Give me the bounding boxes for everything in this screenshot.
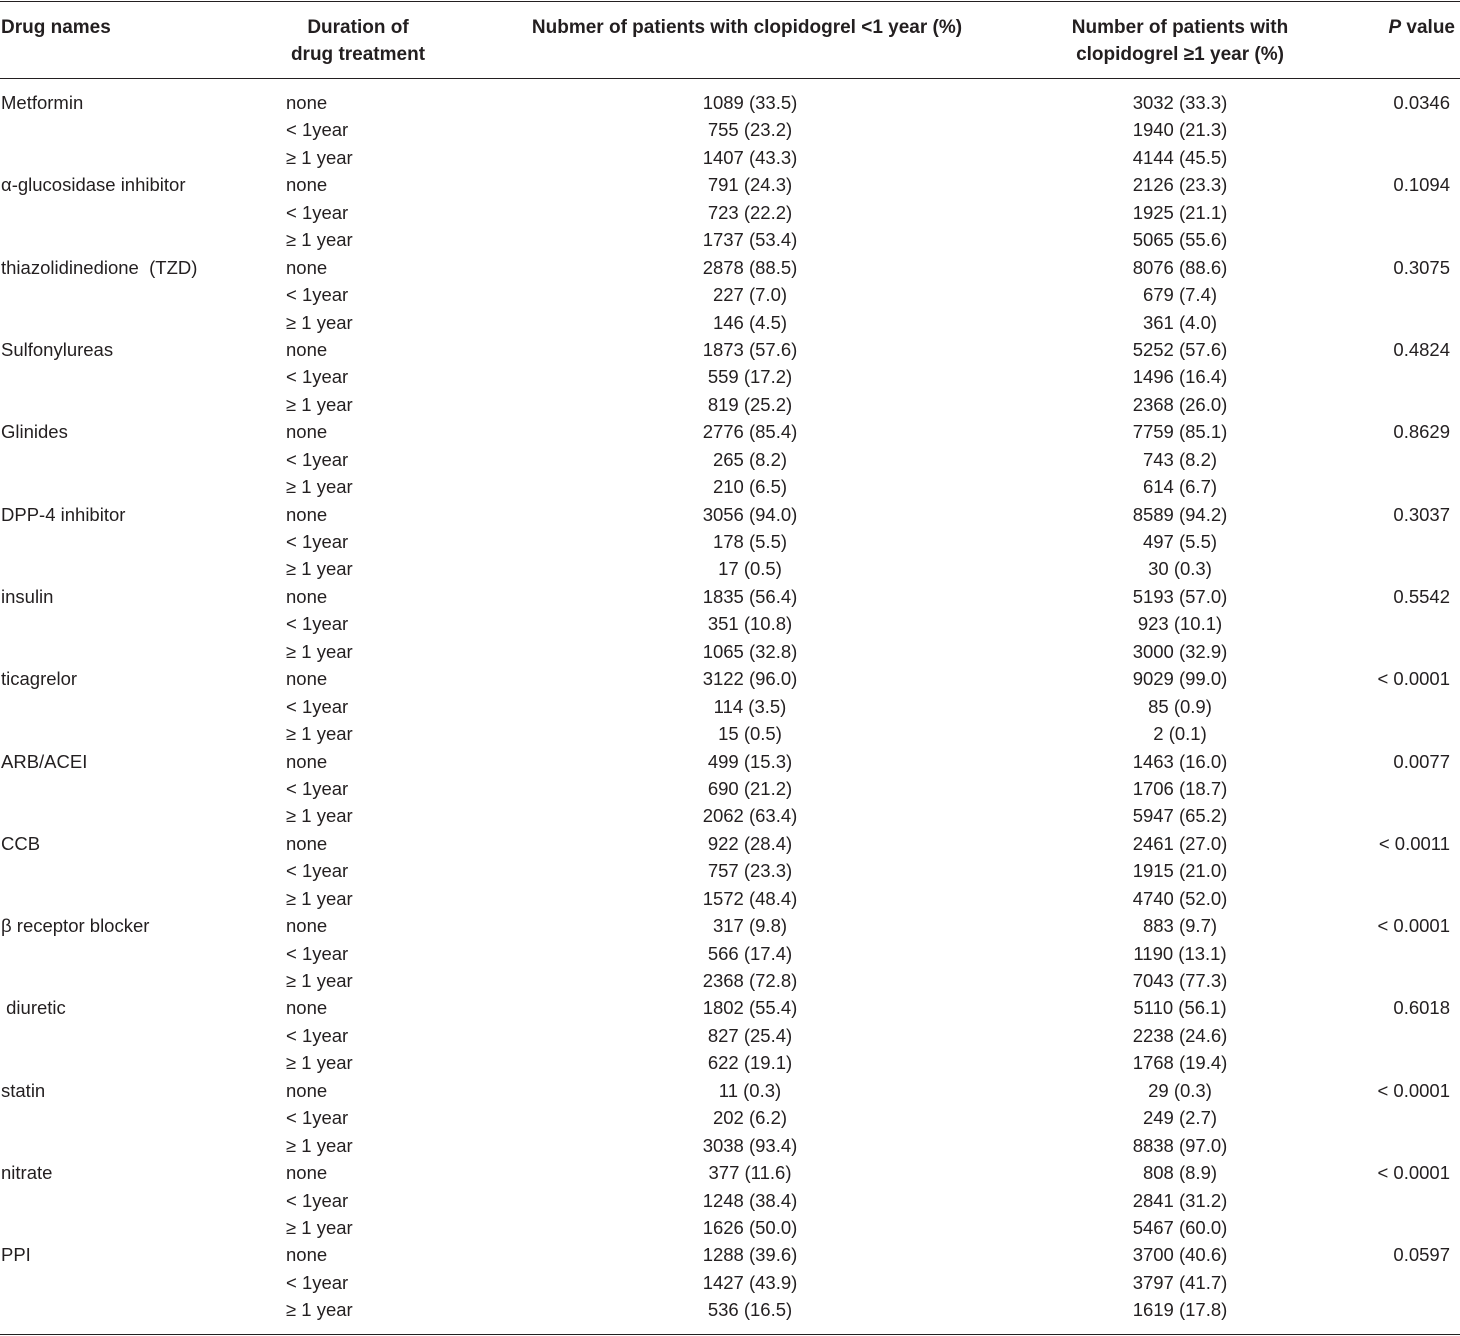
table-row [0, 830, 1460, 857]
drug-name-cell: thiazolidinedione (TZD) [1, 256, 198, 278]
clopidogrel-ge1-cell: 2126 (23.3) [1132, 174, 1228, 196]
clopidogrel-lt1-cell: 3122 (96.0) [702, 668, 798, 690]
clopidogrel-ge1-cell: 1706 (18.7) [1132, 777, 1228, 799]
drug-name-cell: statin [1, 1079, 46, 1101]
clopidogrel-ge1-cell: 1940 (21.3) [1132, 119, 1228, 141]
duration-cell: none [286, 750, 328, 772]
duration-cell: < 1year [286, 201, 349, 223]
header-duration-line2: drug treatment [290, 44, 426, 65]
clopidogrel-ge1-cell: 5467 (60.0) [1132, 1216, 1228, 1238]
clopidogrel-ge1-cell: 923 (10.1) [1137, 613, 1223, 635]
table-header-rule [0, 78, 1460, 79]
p-value-cell: 0.6018 [1393, 997, 1450, 1019]
clopidogrel-lt1-cell: 827 (25.4) [707, 1024, 793, 1046]
clopidogrel-ge1-cell: 2841 (31.2) [1132, 1189, 1228, 1211]
clopidogrel-ge1-cell: 9029 (99.0) [1132, 668, 1228, 690]
clopidogrel-ge1-cell: 1915 (21.0) [1132, 860, 1228, 882]
duration-cell: none [286, 503, 328, 525]
duration-cell: ≥ 1 year [286, 146, 353, 168]
table-bottom-rule [0, 1334, 1460, 1335]
table-row [0, 1132, 1460, 1159]
clopidogrel-lt1-cell: 1065 (32.8) [702, 640, 798, 662]
duration-cell: ≥ 1 year [286, 970, 353, 991]
clopidogrel-lt1-cell: 922 (28.4) [707, 832, 793, 854]
header-duration [246, 14, 470, 68]
table-top-rule [0, 1, 1460, 2]
header-p-rest: value [1401, 17, 1455, 38]
clopidogrel-lt1-cell: 2878 (88.5) [702, 256, 798, 278]
table-row [0, 1022, 1460, 1049]
duration-cell: ≥ 1 year [286, 311, 353, 333]
drug-name-cell: β receptor blocker [1, 915, 150, 937]
table-row [0, 665, 1460, 692]
table-row [0, 940, 1460, 967]
duration-cell: ≥ 1 year [286, 1052, 353, 1074]
clopidogrel-lt1-cell: 2062 (63.4) [702, 805, 798, 827]
table-row [0, 555, 1460, 582]
table-row [0, 116, 1460, 143]
duration-cell: none [286, 92, 328, 113]
drug-name-cell: α-glucosidase inhibitor [1, 174, 186, 196]
p-value-cell: < 0.0001 [1377, 668, 1450, 690]
duration-cell: none [286, 1079, 328, 1101]
clopidogrel-lt1-cell: 1427 (43.9) [702, 1271, 798, 1293]
duration-cell: none [286, 997, 328, 1019]
clopidogrel-lt1-cell: 178 (5.5) [712, 531, 788, 552]
clopidogrel-lt1-cell: 1089 (33.5) [702, 92, 798, 113]
clopidogrel-ge1-cell: 1190 (13.1) [1133, 942, 1227, 964]
header-drug-names: Drug names [1, 17, 111, 38]
clopidogrel-ge1-cell: 808 (8.9) [1142, 1162, 1218, 1184]
drug-name-cell: ticagrelor [1, 668, 78, 690]
clopidogrel-lt1-cell: 791 (24.3) [707, 174, 793, 196]
clopidogrel-ge1-cell: 8838 (97.0) [1132, 1134, 1228, 1156]
table-row [0, 1214, 1460, 1241]
duration-cell: < 1year [286, 119, 349, 141]
table-row [0, 720, 1460, 747]
duration-cell: none [286, 832, 328, 854]
clopidogrel-lt1-cell: 622 (19.1) [707, 1052, 793, 1074]
table-row [0, 857, 1460, 884]
clopidogrel-ge1-cell: 3000 (32.9) [1132, 640, 1228, 662]
clopidogrel-ge1-cell: 743 (8.2) [1142, 448, 1218, 470]
table-row [0, 638, 1460, 665]
duration-cell: none [286, 585, 328, 607]
clopidogrel-ge1-cell: 4740 (52.0) [1132, 887, 1228, 909]
drug-name-cell: nitrate [1, 1162, 53, 1184]
table-row [0, 528, 1460, 555]
drug-name-cell: PPI [1, 1244, 31, 1266]
clopidogrel-lt1-cell: 1288 (39.6) [702, 1244, 798, 1266]
duration-cell: < 1year [286, 860, 349, 882]
clopidogrel-lt1-cell: 2776 (85.4) [702, 421, 798, 443]
table-row [0, 363, 1460, 390]
duration-cell: ≥ 1 year [286, 393, 353, 415]
clopidogrel-ge1-cell: 4144 (45.5) [1132, 146, 1228, 168]
drug-name-cell: Sulfonylureas [1, 338, 114, 360]
duration-cell: ≥ 1 year [286, 1134, 353, 1156]
clopidogrel-lt1-cell: 1802 (55.4) [702, 997, 798, 1019]
p-value-cell: 0.5542 [1393, 585, 1450, 607]
clopidogrel-ge1-cell: 249 (2.7) [1142, 1107, 1218, 1129]
clopidogrel-lt1-cell: 17 (0.5) [718, 558, 782, 580]
clopidogrel-ge1-cell: 497 (5.5) [1142, 531, 1218, 552]
table-row [0, 583, 1460, 610]
table-row [0, 748, 1460, 775]
clopidogrel-ge1-cell: 1925 (21.1) [1132, 201, 1228, 223]
duration-cell: < 1year [286, 695, 349, 717]
clopidogrel-ge1-cell: 1463 (16.0) [1132, 750, 1228, 772]
clopidogrel-ge1-cell: 679 (7.4) [1142, 284, 1218, 306]
clopidogrel-lt1-cell: 146 (4.5) [712, 311, 788, 333]
clopidogrel-ge1-cell: 2368 (26.0) [1132, 393, 1228, 415]
clopidogrel-lt1-cell: 1873 (57.6) [702, 338, 798, 360]
table-row [0, 610, 1460, 637]
clopidogrel-ge1-cell: 8589 (94.2) [1132, 503, 1228, 525]
duration-cell: ≥ 1 year [286, 723, 353, 745]
clopidogrel-lt1-cell: 1407 (43.3) [702, 146, 798, 168]
duration-cell: ≥ 1 year [286, 805, 353, 827]
table-row [0, 226, 1460, 253]
clopidogrel-lt1-cell: 1835 (56.4) [702, 585, 798, 607]
header-ge1-line2: clopidogrel ≥1 year (%) [1076, 44, 1284, 65]
header-p-value [1388, 14, 1455, 41]
drug-name-cell: Glinides [1, 421, 68, 443]
duration-cell: none [286, 1162, 328, 1184]
duration-cell: ≥ 1 year [286, 887, 353, 909]
p-value-cell: < 0.0011 [1378, 832, 1450, 854]
clopidogrel-lt1-cell: 1737 (53.4) [702, 229, 798, 251]
clopidogrel-lt1-cell: 499 (15.3) [707, 750, 793, 772]
duration-cell: ≥ 1 year [286, 476, 353, 498]
header-clopidogrel-lt1: Nubmer of patients with clopidogrel <1 year (%) [531, 17, 963, 38]
table-row [0, 1296, 1460, 1323]
duration-cell: < 1year [286, 777, 349, 799]
clopidogrel-lt1-cell: 559 (17.2) [707, 366, 793, 388]
clopidogrel-lt1-cell: 723 (22.2) [707, 201, 793, 223]
table-row [0, 1159, 1460, 1186]
p-value-cell: < 0.0001 [1377, 915, 1450, 937]
table-row [0, 336, 1460, 363]
clopidogrel-lt1-cell: 227 (7.0) [712, 284, 788, 306]
duration-cell: none [286, 256, 328, 278]
clopidogrel-lt1-cell: 377 (11.6) [708, 1162, 792, 1184]
clopidogrel-ge1-cell: 1496 (16.4) [1132, 366, 1228, 388]
drug-name-cell: CCB [1, 832, 41, 854]
table-row [0, 391, 1460, 418]
drug-name-cell: ARB/ACEI [1, 750, 88, 772]
duration-cell: none [286, 421, 328, 443]
p-value-cell: 0.8629 [1393, 421, 1450, 443]
p-value-cell: 0.3075 [1393, 256, 1450, 278]
clopidogrel-lt1-cell: 3056 (94.0) [702, 503, 798, 525]
duration-cell: < 1year [286, 284, 349, 306]
clopidogrel-lt1-cell: 755 (23.2) [707, 119, 793, 141]
clopidogrel-lt1-cell: 11 (0.3) [718, 1079, 782, 1101]
drug-name-cell: insulin [1, 585, 54, 607]
table-row [0, 89, 1460, 116]
table-row [0, 171, 1460, 198]
table-row [0, 1269, 1460, 1296]
p-value-cell: 0.3037 [1393, 503, 1450, 525]
duration-cell: < 1year [286, 942, 349, 964]
table-row [0, 281, 1460, 308]
table-row [0, 1187, 1460, 1214]
clopidogrel-lt1-cell: 351 (10.8) [707, 613, 793, 635]
clopidogrel-ge1-cell: 2461 (27.0) [1132, 832, 1228, 854]
table-row [0, 967, 1460, 994]
clopidogrel-ge1-cell: 2238 (24.6) [1132, 1024, 1228, 1046]
p-value-cell: 0.4824 [1393, 338, 1450, 360]
table-row [0, 501, 1460, 528]
duration-cell: none [286, 915, 328, 937]
duration-cell: < 1year [286, 448, 349, 470]
clopidogrel-ge1-cell: 5065 (55.6) [1132, 229, 1228, 251]
table-row [0, 199, 1460, 226]
duration-cell: none [286, 174, 328, 196]
clopidogrel-ge1-cell: 30 (0.3) [1148, 558, 1212, 580]
table-body [0, 89, 1460, 1324]
duration-cell: ≥ 1 year [286, 229, 353, 251]
table-row [0, 254, 1460, 281]
duration-cell: < 1year [286, 1107, 349, 1129]
p-value-cell: 0.1094 [1393, 174, 1450, 196]
duration-cell: none [286, 1244, 328, 1266]
table-row [0, 994, 1460, 1021]
table-row [0, 885, 1460, 912]
clopidogrel-lt1-cell: 114 (3.5) [713, 695, 787, 717]
p-value-cell: < 0.0001 [1377, 1079, 1450, 1101]
clopidogrel-ge1-cell: 1768 (19.4) [1132, 1052, 1228, 1074]
clopidogrel-ge1-cell: 7043 (77.3) [1132, 970, 1228, 991]
clopidogrel-ge1-cell: 2 (0.1) [1153, 723, 1207, 745]
p-value-cell: 0.0597 [1393, 1244, 1450, 1266]
clopidogrel-ge1-cell: 3700 (40.6) [1132, 1244, 1228, 1266]
duration-cell: < 1year [286, 1189, 349, 1211]
clopidogrel-lt1-cell: 2368 (72.8) [702, 970, 798, 991]
clopidogrel-ge1-cell: 5252 (57.6) [1132, 338, 1228, 360]
clopidogrel-lt1-cell: 202 (6.2) [712, 1107, 788, 1129]
table-row [0, 912, 1460, 939]
table-row [0, 775, 1460, 802]
table-row [0, 1049, 1460, 1076]
clopidogrel-ge1-cell: 361 (4.0) [1142, 311, 1218, 333]
table-row [0, 693, 1460, 720]
p-value-cell: 0.0346 [1393, 92, 1450, 113]
p-value-cell: < 0.0001 [1377, 1162, 1450, 1184]
clopidogrel-ge1-cell: 8076 (88.6) [1132, 256, 1228, 278]
clopidogrel-ge1-cell: 5947 (65.2) [1132, 805, 1228, 827]
table-row [0, 1241, 1460, 1268]
clopidogrel-lt1-cell: 1248 (38.4) [702, 1189, 798, 1211]
duration-cell: ≥ 1 year [286, 1299, 353, 1321]
header-duration-line1: Duration of [307, 17, 409, 38]
clopidogrel-ge1-cell: 5193 (57.0) [1132, 585, 1228, 607]
duration-cell: < 1year [286, 366, 349, 388]
table-row [0, 418, 1460, 445]
clopidogrel-lt1-cell: 819 (25.2) [707, 393, 793, 415]
clopidogrel-lt1-cell: 210 (6.5) [712, 476, 788, 498]
duration-cell: ≥ 1 year [286, 1216, 353, 1238]
clopidogrel-ge1-cell: 85 (0.9) [1148, 695, 1212, 717]
clopidogrel-lt1-cell: 265 (8.2) [712, 448, 788, 470]
clopidogrel-ge1-cell: 614 (6.7) [1142, 476, 1218, 498]
clopidogrel-lt1-cell: 1626 (50.0) [702, 1216, 798, 1238]
clopidogrel-lt1-cell: 15 (0.5) [718, 723, 782, 745]
table-row [0, 473, 1460, 500]
drug-name-cell: Metformin [1, 92, 84, 113]
duration-cell: ≥ 1 year [286, 640, 353, 662]
duration-cell: ≥ 1 year [286, 558, 353, 580]
clopidogrel-ge1-cell: 3797 (41.7) [1132, 1271, 1228, 1293]
clopidogrel-ge1-cell: 883 (9.7) [1142, 915, 1218, 937]
duration-cell: < 1year [286, 613, 349, 635]
table-row [0, 802, 1460, 829]
clopidogrel-ge1-cell: 5110 (56.1) [1133, 997, 1227, 1019]
clopidogrel-lt1-cell: 3038 (93.4) [702, 1134, 798, 1156]
duration-cell: none [286, 338, 328, 360]
clopidogrel-ge1-cell: 29 (0.3) [1148, 1079, 1212, 1101]
clopidogrel-ge1-cell: 3032 (33.3) [1132, 92, 1228, 113]
table-row [0, 309, 1460, 336]
duration-cell: < 1year [286, 1024, 349, 1046]
clopidogrel-ge1-cell: 7759 (85.1) [1132, 421, 1228, 443]
duration-cell: none [286, 668, 328, 690]
clopidogrel-lt1-cell: 690 (21.2) [707, 777, 793, 799]
clopidogrel-lt1-cell: 536 (16.5) [707, 1299, 793, 1321]
drug-name-cell: DPP-4 inhibitor [1, 503, 126, 525]
table-row [0, 144, 1460, 171]
duration-cell: < 1year [286, 531, 349, 552]
header-ge1-line1: Number of patients with [1071, 17, 1289, 38]
p-value-cell: 0.0077 [1393, 750, 1450, 772]
duration-cell: < 1year [286, 1271, 349, 1293]
clopidogrel-lt1-cell: 317 (9.8) [712, 915, 788, 937]
table-row [0, 1077, 1460, 1104]
header-p-italic: P [1388, 17, 1402, 38]
clopidogrel-lt1-cell: 566 (17.4) [707, 942, 793, 964]
clopidogrel-ge1-cell: 1619 (17.8) [1132, 1299, 1228, 1321]
clopidogrel-lt1-cell: 1572 (48.4) [702, 887, 798, 909]
drug-name-cell: diuretic [1, 997, 66, 1019]
table-header [0, 12, 1460, 72]
table-row [0, 1104, 1460, 1131]
clopidogrel-lt1-cell: 757 (23.3) [707, 860, 793, 882]
table-row [0, 446, 1460, 473]
header-clopidogrel-ge1 [1030, 14, 1330, 68]
